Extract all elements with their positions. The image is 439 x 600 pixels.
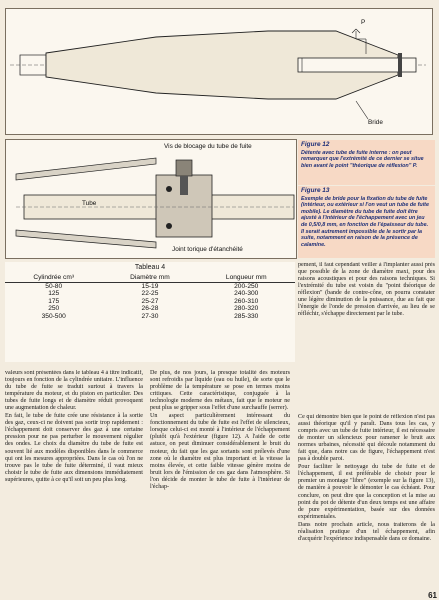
table-cell: 260-310 bbox=[234, 297, 259, 305]
label-vis-blocage: Vis de blocage du tube de fuite bbox=[164, 143, 252, 150]
paragraph: Ce qui démontre bien que le point de réflexion n'est pas aussi théorique qu'il y paraît. Dans tous les cas, y compris avec un tube de fuite intérieur, il est nécessaire de monter un silencieux pour ramener le bruit aux normes urbaines, nécessité qui découle notamment du fait que, dans notre cas de figure, l'échappement n'est pas à double paroi. bbox=[298, 414, 435, 463]
table-row bbox=[5, 298, 295, 305]
table-row bbox=[5, 283, 295, 291]
table-row bbox=[5, 313, 295, 320]
figure-12 bbox=[5, 8, 433, 135]
text-column-3 bbox=[298, 414, 435, 596]
table-cell: 350-500 bbox=[41, 312, 66, 320]
text-column-2 bbox=[150, 370, 290, 598]
table-4-title: Tableau 4 bbox=[134, 264, 166, 271]
table-cell: 175 bbox=[48, 297, 60, 305]
top-partial-caption bbox=[0, 0, 439, 8]
table-cell: 27-30 bbox=[141, 312, 159, 320]
table-4 bbox=[5, 262, 295, 362]
caption-figure-12-title: Figure 12 bbox=[301, 141, 330, 148]
table-4-grid bbox=[5, 273, 295, 320]
text-column-1 bbox=[5, 370, 143, 598]
label-bride: Bride bbox=[368, 119, 383, 126]
table-cell: 285-330 bbox=[234, 312, 259, 320]
table-cell: 26-28 bbox=[141, 305, 159, 313]
paragraph: Dans notre prochain article, nous traiterons de la réalisation pratique d'un tel échappement, afin d'acquérir l'expérience indispensable dans ce domaine. bbox=[298, 521, 435, 542]
table-header: Diamètre mm bbox=[102, 273, 197, 283]
caption-figure-12-text: Détente avec tube de fuite interne : on peut remarquer que l'extrémité de ce dernier se situe bien avant le point "théorique de réflexion" P. bbox=[301, 149, 424, 169]
table-cell: 50-80 bbox=[45, 283, 63, 290]
figure-13 bbox=[5, 139, 297, 259]
table-cell: 280-320 bbox=[234, 305, 259, 313]
page-number: 61 bbox=[428, 591, 437, 600]
table-cell: 200-250 bbox=[234, 283, 259, 290]
table-row bbox=[5, 305, 295, 312]
paragraph: En fait, le tube de fuite crée une résistance à la sortie des gaz, ceux-ci ne doivent pas sortir trop rapidement : l'échappement doit conserver des gaz à une certaine pression pour ne pas perturber le mouvement régulier des ondes. Le choix du diamètre du tube de fuite est souvent lié aux modèles disponibles dans le commerce qui ont les mesures appropriées. Dans le cas où l'on ne trouve pas le tube de fuite déterminé, il vaut mieux choisir le tube de fuite aux dimensions immédiatement supérieures, quitte à ce qu'il soit un peu plus long. bbox=[5, 413, 143, 483]
label-joint-torique: Joint torique d'étanchéité bbox=[172, 246, 243, 253]
paragraph: De plus, de nos jours, la presque totalité des moteurs sont refroidis par liquide (eau ou huile), de sorte que le problème de la température se pose en termes moins critiques. Cette caractéristique, conjuguée à la technologie moderne des métaux, fait que le moteur ne peut plus se gripper sous l'effet d'une surchauffe (serrer). bbox=[150, 370, 290, 412]
label-tube: Tube bbox=[82, 200, 97, 207]
table-cell: 125 bbox=[48, 290, 60, 298]
paragraph: Un aspect particulièrement intéressant du fonctionnement du tube de fuite est l'effet de silencieux, lorsque celui-ci est monté à l'intérieur de l'échappement (plutôt qu'à l'extérieur (figure 12). A l'aide de cette astuce, on peut diminuer considérablement le bruit du moteur, du fait que les gaz sortants sont prélevés d'une zone où le diamètre est plus important et la vitesse la moins élevée, et cette faible vitesse génère moins de bruit lors de l'émission de ces gaz dans l'atmosphère. Si l'on décide de monter le tube de fuite à l'intérieur de l'échap- bbox=[150, 413, 290, 490]
caption-figure-13-text: Exemple de bride pour la fixation du tube de fuite (intérieur, ou extérieur si l'on veut un tube de fuite mobile). Le diamètre du tube de fuite doit être ajusté à l'intérieur de l'échappement avec un jeu de 0,5/0,8 mm, en fonction de l'épaisseur du tube. Il serait autrement impossible de le sortir par la suite, notamment en raison de la présence de calamine. bbox=[301, 195, 429, 248]
paragraph: Pour faciliter le nettoyage du tube de fuite et de l'échappement, il est préférable de choisir pour le premier un montage "libre" (exemple sur la figure 13), de manière à pouvoir le démonter le cas échéant. Pour conclure, on peut dire que la conception et la mise au point du pot de détente d'un deux temps est une affaire de pure expérimentation, basée sur des données expérimentales. bbox=[298, 464, 435, 520]
caption-figure-13 bbox=[298, 186, 435, 258]
table-header: Cylindrée cm³ bbox=[5, 273, 102, 283]
caption-figure-13-title: Figure 13 bbox=[301, 187, 330, 194]
caption-figure-12 bbox=[298, 140, 435, 185]
figure-13-drawing bbox=[6, 140, 296, 258]
right-column-top-text: pement, il faut cependant veiller à l'implanter aussi près que possible de la zone de diamètre maxi, pour des raisons acoustiques et pour des raisons techniques. Si l'extrémité du tube est voisin du "point théorique de réflexion" (bande de contre-cône, on pourra constater une légère diminution de la puissance, due au fait que l'énergie de l'onde de pression d'arrivée, au lieu de se réfléchir, s'échappe directement par le tube. bbox=[298, 262, 435, 318]
table-cell: 240-300 bbox=[234, 290, 259, 298]
table-cell: 250 bbox=[48, 305, 60, 313]
figure-12-drawing bbox=[6, 9, 432, 134]
table-cell: 22-25 bbox=[141, 290, 159, 298]
table-cell: 15-19 bbox=[141, 283, 159, 290]
paragraph: valeurs sont présentées dans le tableau 4 à titre indicatif, toujours en fonction de la cylindrée unitaire. L'influence du tube de fuite se traduit surtout à travers la température du moteur, et du piston en particulier. Des tubes de fuite longs et de diamètre réduit provoquent une augmentation de chaleur. bbox=[5, 370, 143, 412]
label-p: P bbox=[361, 19, 366, 26]
table-header: Longueur mm bbox=[198, 273, 296, 283]
table-row bbox=[5, 290, 295, 297]
table-cell: 25-27 bbox=[141, 297, 159, 305]
